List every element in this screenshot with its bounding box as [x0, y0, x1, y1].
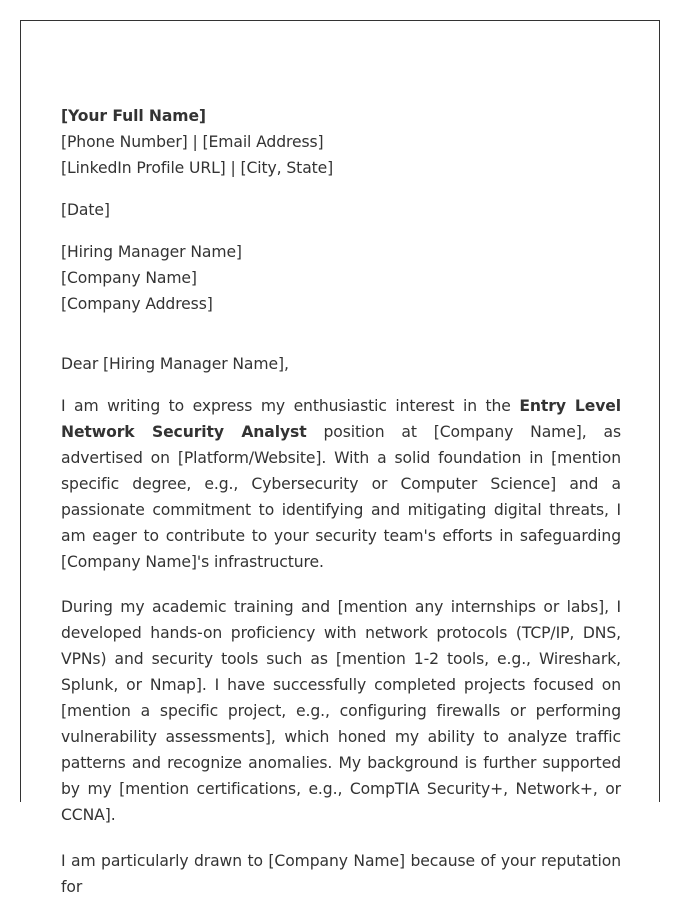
letter-page — [20, 20, 660, 896]
paragraph-1-intro: I am writing to express my enthusiastic interest in the — [61, 397, 520, 415]
salutation: Dear [Hiring Manager Name], — [61, 355, 289, 373]
body-paragraph-1 — [61, 393, 621, 575]
body-paragraph-3: I am particularly drawn to [Company Name] because of your reputation for — [61, 852, 621, 896]
sender-header — [61, 103, 621, 181]
recipient-manager: [Hiring Manager Name] — [61, 243, 242, 261]
sender-name: [Your Full Name] — [61, 107, 206, 125]
recipient-block — [61, 239, 621, 317]
paragraph-1-rest: position at [Company Name], as advertised on [Platform/Website]. With a solid foundation in [mention specific degree, e.g., Cybersecurity or Computer Science] and a passionate commitment to identifying and mitigating digital threats, I am eager to contribute to your security team's efforts in safeguarding [Company Name]'s infrastructure. — [61, 423, 621, 571]
letter-date — [61, 197, 621, 223]
letter-content — [61, 103, 621, 920]
date-text: [Date] — [61, 201, 110, 219]
sender-location: [LinkedIn Profile URL] | [City, State] — [61, 159, 334, 177]
recipient-address: [Company Address] — [61, 295, 213, 313]
body-paragraph-2: During my academic training and [mention any internships or labs], I developed hands-on proficiency with network protocols (TCP/IP, DNS, VPNs) and security tools such as [mention 1-2 tools, e.g., Wireshark, Splunk, or Nmap]. I have successfully completed projects focused on [mention a specific project, e.g., configuring firewalls or performing vulnerability assessments], which honed my ability to analyze traffic patterns and recognize anomalies. My background is further supported by my [mention certifications, e.g., CompTIA Security+, Network+, or CCNA]. — [61, 598, 621, 824]
sender-contact: [Phone Number] | [Email Address] — [61, 133, 324, 151]
recipient-company: [Company Name] — [61, 269, 197, 287]
job-title: Entry Level Network Security Analyst — [61, 397, 621, 441]
